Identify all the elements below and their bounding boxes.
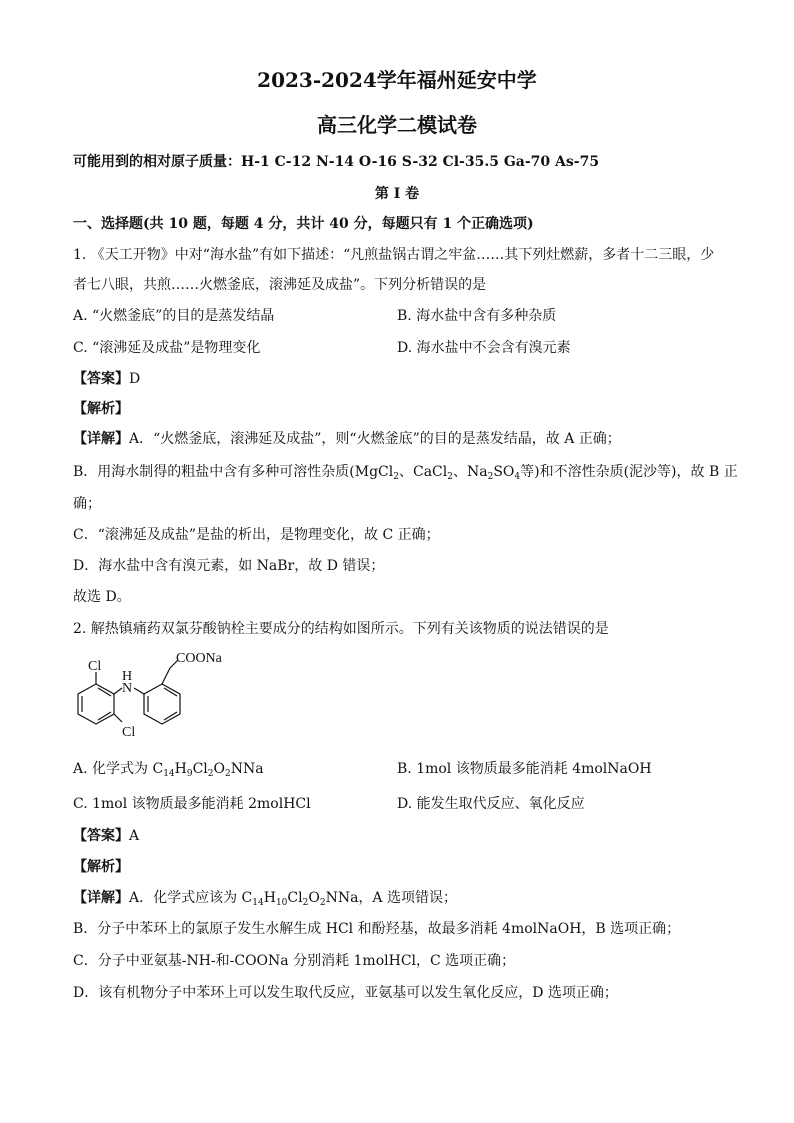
left-benzene-ring xyxy=(78,684,114,724)
q1-detail-a xyxy=(73,429,724,449)
subscript: 14 xyxy=(252,898,264,908)
answer-label: 【答案】 xyxy=(73,828,129,844)
q1-option-d: D. 海水盐中不会含有溴元素 xyxy=(397,340,571,356)
q1-answer xyxy=(73,369,724,389)
detail-label: 【详解】 xyxy=(73,890,129,906)
section-heading: 一、选择题(共 10 题，每题 4 分，共计 40 分，每题只有 1 个正确选项) xyxy=(73,216,534,232)
subscript: 4 xyxy=(514,472,521,482)
q1-option-c: C. “滚沸延及成盐”是物理变化 xyxy=(73,340,261,356)
q2-detail-b: B．分子中苯环上的氯原子发生水解生成 HCl 和酚羟基，故最多消耗 4molNaOH，B 选项正确； xyxy=(73,921,681,937)
answer-value: A xyxy=(129,828,140,844)
q1-option-a: A. “火燃釜底”的目的是蒸发结晶 xyxy=(73,308,275,324)
q1-option-b: B. 海水盐中含有多种杂质 xyxy=(397,308,557,324)
option-part: A. 化学式为 C xyxy=(73,761,164,777)
detail-part: NNa，A 选项错误； xyxy=(325,890,457,906)
subscript: 9 xyxy=(186,769,193,779)
subscript: 2 xyxy=(207,769,214,779)
detail-b-part: 、CaCl xyxy=(398,464,448,480)
q2-detail-d: D．该有机物分子中苯环上可以发生取代反应，亚氨基可以发生氧化反应，D 选项正确； xyxy=(73,985,618,1001)
q2-analysis-label: 【解析】 xyxy=(73,859,129,875)
h-label: H xyxy=(122,669,133,684)
detail-label: 【详解】 xyxy=(73,431,129,447)
subscript: 2 xyxy=(225,769,231,779)
cl-bottom-label: Cl xyxy=(122,725,136,740)
subscript: 2 xyxy=(319,898,326,908)
q1-analysis-label: 【解析】 xyxy=(73,401,129,417)
detail-part: H xyxy=(263,890,276,906)
subscript: 2 xyxy=(447,472,453,482)
q2-option-d: D. 能发生取代反应、氧化反应 xyxy=(397,796,585,812)
detail-b-part: B．用海水制得的粗盐中含有多种可溶性杂质(MgCl xyxy=(73,464,394,480)
q2-answer xyxy=(73,826,724,846)
q2-detail-a xyxy=(73,888,724,908)
atomic-masses: 可能用到的相对原子质量：H-1 C-12 N-14 O-16 S-32 Cl-35.5 Ga-70 As-75 xyxy=(73,154,600,170)
page-subtitle: 高三化学二模试卷 xyxy=(317,113,477,137)
detail-b-part: 、Na xyxy=(452,464,488,480)
page-title: 2023-2024学年福州延安中学 xyxy=(257,68,537,92)
q1-stem-line2: 者七八眼，共煎……火燃釜底，滚沸延及成盐”。下列分析错误的是 xyxy=(73,277,487,293)
q2-stem: 2. 解热镇痛药双氯芬酸钠栓主要成分的结构如图所示。下列有关该物质的说法错误的是 xyxy=(73,621,609,637)
q1-conclusion: 故选 D。 xyxy=(73,589,131,605)
detail-b-part: 等)和不溶性杂质(泥沙等)，故 B 正 xyxy=(520,464,738,480)
answer-value: D xyxy=(129,371,141,387)
option-part: NNa xyxy=(230,761,264,777)
q1-detail-d: D．海水盐中含有溴元素，如 NaBr，故 D 错误； xyxy=(73,558,385,574)
q2-option-c: C. 1mol 该物质最多能消耗 2molHCl xyxy=(73,796,311,812)
coona-label: COONa xyxy=(176,651,222,666)
detail-b-part: SO xyxy=(493,464,515,480)
subscript: 2 xyxy=(302,898,309,908)
q1-detail-b-cont: 确； xyxy=(73,496,101,512)
detail-a-text: A．“火燃釜底，滚沸延及成盐”，则“火燃釜底”的目的是蒸发结晶，故 A 正确； xyxy=(129,431,621,447)
detail-part: O xyxy=(308,890,320,906)
q2-detail-c: C．分子中亚氨基-NH-和-COONa 分别消耗 1molHCl，C 选项正确； xyxy=(73,953,516,969)
right-benzene-ring xyxy=(144,684,180,724)
subscript: 14 xyxy=(163,769,175,779)
answer-label: 【答案】 xyxy=(73,371,129,387)
subscript: 10 xyxy=(275,898,288,908)
q1-stem-line1: 1. 《天工开物》中对“海水盐”有如下描述：“凡煎盐锅古谓之牢盆……其下列灶燃薪，多者十二三眼，少 xyxy=(73,247,715,263)
option-part: O xyxy=(213,761,226,777)
option-part: H xyxy=(174,761,187,777)
detail-part: Cl xyxy=(287,890,303,906)
q1-detail-c: C．“滚沸延及成盐”是盐的析出，是物理变化，故 C 正确； xyxy=(73,527,440,543)
volume-heading: 第 I 卷 xyxy=(374,186,420,202)
q2-option-b: B. 1mol 该物质最多能消耗 4molNaOH xyxy=(397,761,652,777)
q1-detail-b xyxy=(73,462,738,482)
detail-part: A．化学式应该为 C xyxy=(129,890,253,906)
subscript: 2 xyxy=(393,472,399,482)
cl-top-label: Cl xyxy=(88,659,102,674)
subscript: 2 xyxy=(487,472,494,482)
q2-option-a xyxy=(73,759,264,779)
diclofenac-structure xyxy=(70,646,240,746)
option-part: Cl xyxy=(192,761,208,777)
n-label: N xyxy=(122,681,133,696)
